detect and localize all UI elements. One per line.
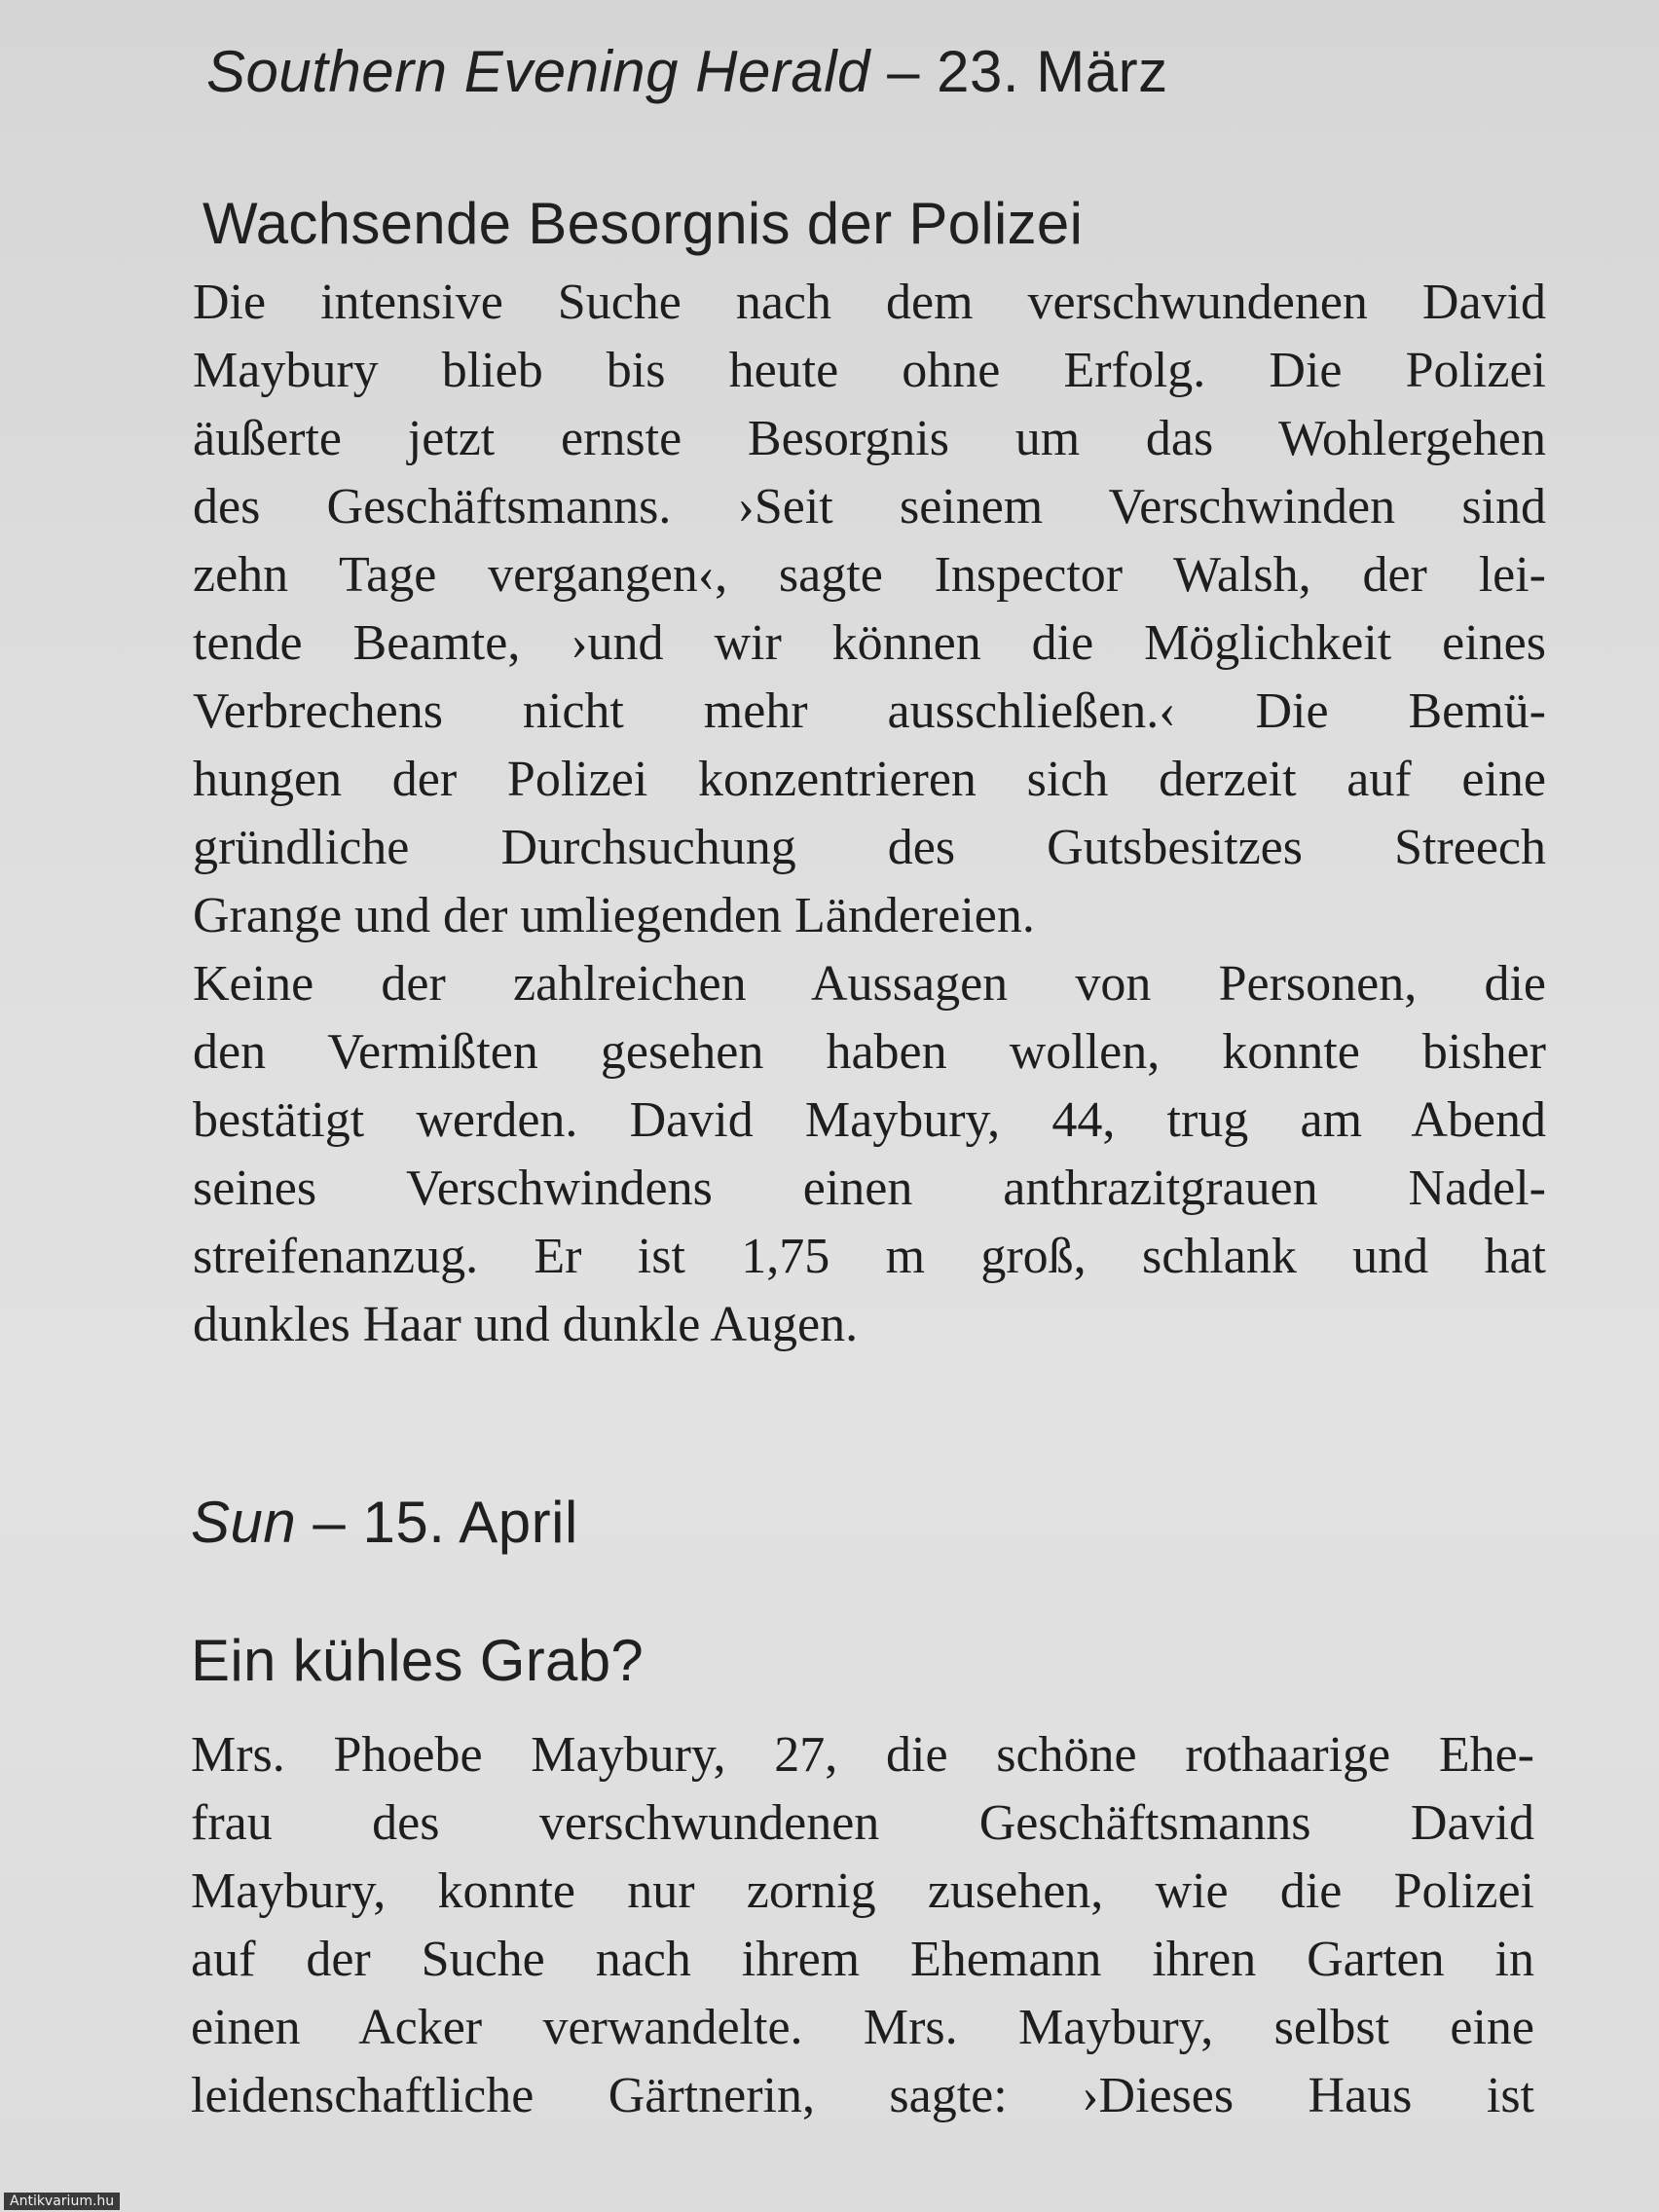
dateline-2 [191, 1488, 578, 1558]
dateline-1 [206, 37, 1168, 107]
article-line: auf der Suche nach ihrem Ehemann ihren Garten in [191, 1932, 1534, 1987]
article-line: streifenanzug. Er ist 1,75 m groß, schlank und hat [193, 1229, 1546, 1284]
article-line: hungen der Polizei konzentrieren sich derzeit auf eine [193, 752, 1546, 807]
newspaper-name: Sun [191, 1490, 297, 1555]
article-line: leidenschaftliche Gärtnerin, sagte: ›Dieses Haus ist [191, 2068, 1534, 2123]
headline-2: Ein kühles Grab? [191, 1628, 645, 1693]
article-line: zehn Tage vergangen‹, sagte Inspector Walsh, der lei- [193, 547, 1546, 603]
article-body-2 [191, 1721, 1534, 2130]
article-line: des Geschäftsmanns. ›Seit seinem Verschwinden sind [193, 479, 1546, 535]
article-line: frau des verschwundenen Geschäftsmanns David [191, 1795, 1534, 1851]
article-line: seines Verschwindens einen anthrazitgrauen Nadel- [193, 1161, 1546, 1216]
article-line: Verbrechens nicht mehr ausschließen.‹ Die Bemü- [193, 683, 1546, 739]
article-line: äußerte jetzt ernste Besorgnis um das Wohlergehen [193, 411, 1546, 466]
article-line: dunkles Haar und dunkle Augen. [193, 1297, 859, 1352]
dateline-separator: – [869, 39, 938, 104]
article-line: tende Beamte, ›und wir können die Möglichkeit eines [193, 615, 1546, 671]
article-line: einen Acker verwandelte. Mrs. Maybury, selbst eine [191, 2000, 1534, 2055]
headline-1: Wachsende Besorgnis der Polizei [203, 191, 1084, 256]
article-body-1 [193, 269, 1546, 1359]
article-line: Grange und der umliegenden Ländereien. [193, 888, 1035, 943]
newspaper-name: Southern Evening Herald [206, 39, 870, 104]
article-line: Keine der zahlreichen Aussagen von Personen, die [193, 956, 1546, 1012]
watermark: Antikvarium.hu [4, 2193, 120, 2210]
article-date: 15. April [362, 1490, 578, 1555]
article-line: bestätigt werden. David Maybury, 44, trug am Abend [193, 1092, 1546, 1148]
article-line: Mrs. Phoebe Maybury, 27, die schöne rothaarige Ehe- [191, 1727, 1534, 1783]
article-line: den Vermißten gesehen haben wollen, konnte bisher [193, 1024, 1546, 1080]
article-line: Maybury blieb bis heute ohne Erfolg. Die Polizei [193, 343, 1546, 398]
dateline-separator: – [296, 1490, 363, 1555]
article-line: Die intensive Suche nach dem verschwundenen David [193, 275, 1546, 330]
article-line: Maybury, konnte nur zornig zusehen, wie die Polizei [191, 1863, 1534, 1919]
article-date: 23. März [937, 39, 1168, 104]
article-line: gründliche Durchsuchung des Gutsbesitzes Streech [193, 820, 1546, 875]
